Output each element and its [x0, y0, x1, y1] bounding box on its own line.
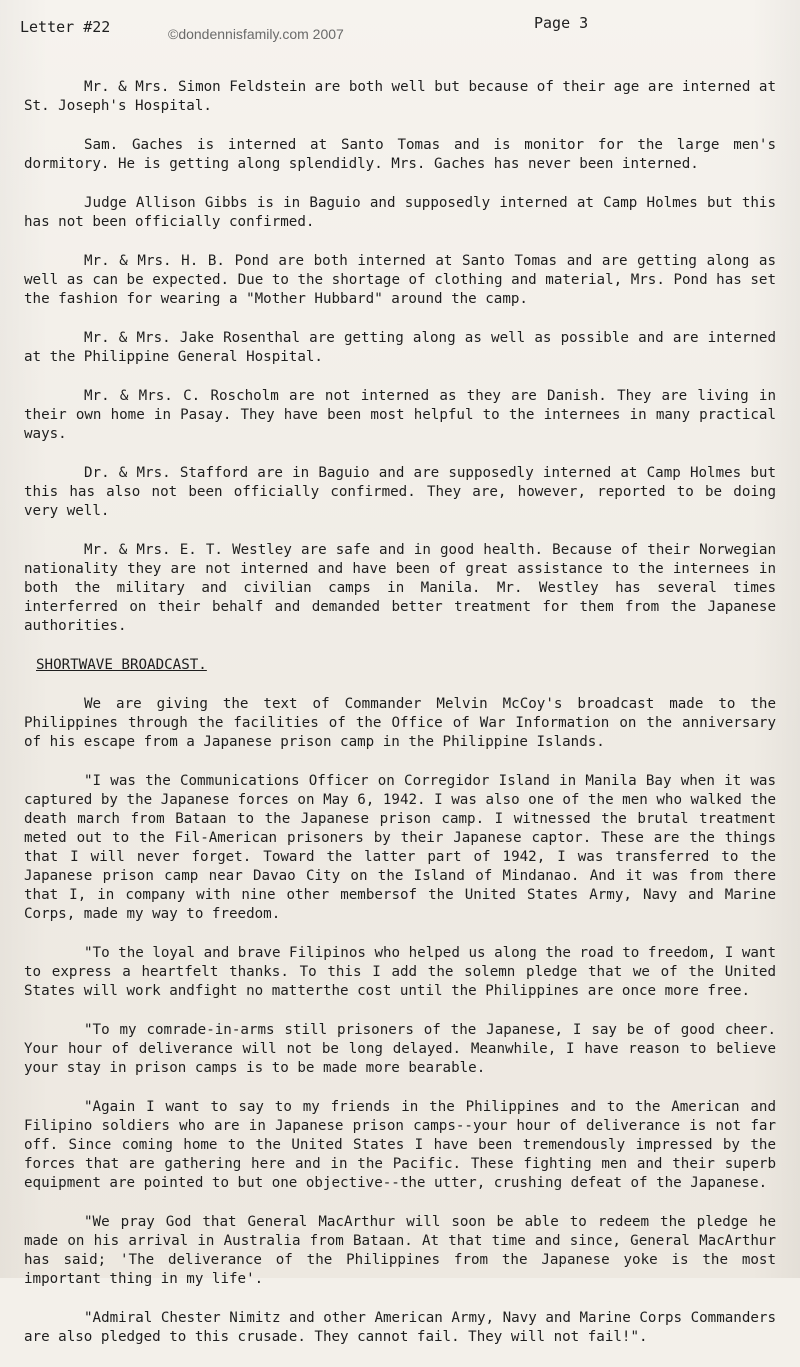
- paragraph-pond: Mr. & Mrs. H. B. Pond are both interned at Santo Tomas and are getting along as well as can be expected. Due to the shortage of clothing and material, Mrs. Pond has set the fashion for wearing a "Mother Hubbard" around the camp.: [24, 253, 776, 307]
- paragraph-rosenthal: Mr. & Mrs. Jake Rosenthal are getting along as well as possible and are interned at the Philippine General Hospital.: [24, 330, 776, 365]
- letter-number: Letter #22: [20, 18, 111, 36]
- paragraph-gaches: Sam. Gaches is interned at Santo Tomas and is monitor for the large men's dormitory. He is getting along splendidly. Mrs. Gaches has never been interned.: [24, 137, 776, 172]
- broadcast-quote: "Admiral Chester Nimitz and other American Army, Navy and Marine Corps Commanders are also pledged to this crusade. They cannot fail. They will not fail!".: [24, 1310, 776, 1345]
- section-intro: We are giving the text of Commander Melvin McCoy's broadcast made to the Philippines through the facilities of the Office of War Information on the anniversary of his escape from a Japanese prison camp in the Philippine Islands.: [24, 696, 776, 750]
- broadcast-quote: "We pray God that General MacArthur will soon be able to redeem the pledge he made on his arrival in Australia from Bataan. At that time and since, General MacArthur has said; 'The deliverance of the Philippines from the Japanese yoke is the most important thing in my life'.: [24, 1214, 776, 1287]
- broadcast-quote: "To my comrade-in-arms still prisoners of the Japanese, I say be of good cheer. Your hour of deliverance will not be long delayed. Meanwhile, I have reason to believe your stay in prison camps is to be made more bearable.: [24, 1022, 776, 1076]
- section-heading: SHORTWAVE BROADCAST.: [36, 657, 207, 673]
- letter-body: [24, 78, 776, 1367]
- broadcast-quote: "Again I want to say to my friends in the Philippines and to the American and Filipino soldiers who are in Japanese prison camps--your hour of deliverance is not far off. Since coming home to the United States I have been tremendously impressed by the forces that are gathering here and in the Pacific. These fighting men and their superb equipment are pointed to but one objective--the utter, crushing defeat of the Japanese.: [24, 1099, 776, 1191]
- paragraph-roscholm: Mr. & Mrs. C. Roscholm are not interned as they are Danish. They are living in their own home in Pasay. They have been most helpful to the internees in many practical ways.: [24, 388, 776, 442]
- broadcast-quote: "To the loyal and brave Filipinos who helped us along the road to freedom, I want to express a heartfelt thanks. To this I add the solemn pledge that we of the United States will work andfight no matterthe cost until the Philippines are once more free.: [24, 945, 776, 999]
- paragraph-westley: Mr. & Mrs. E. T. Westley are safe and in good health. Because of their Norwegian nationality they are not interned and have been of great assistance to the internees in both the military and civilian camps in Manila. Mr. Westley has several times interferred on their behalf and demanded better treatment for them from the Japanese authorities.: [24, 542, 776, 634]
- paragraph-stafford: Dr. & Mrs. Stafford are in Baguio and are supposedly interned at Camp Holmes but this has also not been officially confirmed. They are, however, reported to be doing very well.: [24, 465, 776, 519]
- broadcast-quote: "I was the Communications Officer on Corregidor Island in Manila Bay when it was captured by the Japanese forces on May 6, 1942. I was also one of the men who walked the death march from Bataan to the Japanese prison camp. I witnessed the brutal treatment meted out to the Fil-American prisoners by their Japanese captor. These are the things that I will never forget. Toward the latter part of 1942, I was transferred to the Japanese prison camp near Davao City on the Island of Mindanao. And it was from there that I, in company with nine other membersof the United States Army, Navy and Marine Corps, made my way to freedom.: [24, 773, 776, 922]
- paragraph-feldstein: Mr. & Mrs. Simon Feldstein are both well but because of their age are interned at St. Joseph's Hospital.: [24, 79, 776, 114]
- page-number: Page 3: [534, 14, 589, 32]
- copyright-watermark: ©dondennisfamily.com 2007: [168, 26, 344, 42]
- paragraph-gibbs: Judge Allison Gibbs is in Baguio and supposedly interned at Camp Holmes but this has not been officially confirmed.: [24, 195, 776, 230]
